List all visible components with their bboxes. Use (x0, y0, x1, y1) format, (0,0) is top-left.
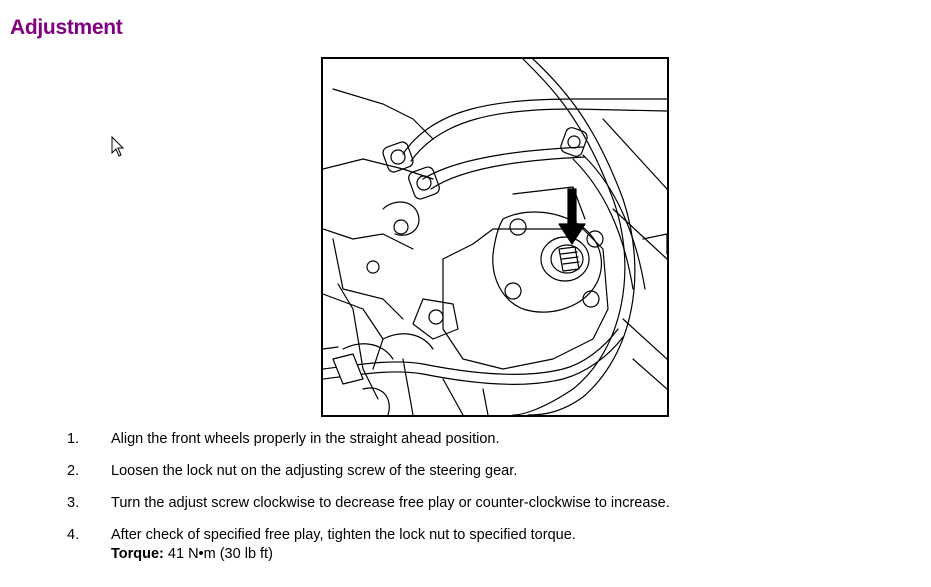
torque-label: Torque: (111, 546, 164, 562)
steering-gear-illustration (321, 57, 669, 417)
step-number: 3. (67, 495, 80, 511)
page-title: Adjustment (10, 16, 123, 39)
step-number: 2. (67, 463, 80, 479)
mouse-pointer-icon (111, 136, 125, 163)
step-text: Turn the adjust screw clockwise to decrease free play or counter-clockwise to increase. (111, 495, 670, 511)
step-number: 4. (67, 527, 80, 543)
step-number: 1. (67, 431, 80, 447)
torque-spec (111, 546, 273, 562)
step-text: Loosen the lock nut on the adjusting screw of the steering gear. (111, 463, 518, 479)
torque-value: 41 N•m (30 lb ft) (163, 546, 273, 562)
step-text: Align the front wheels properly in the straight ahead position. (111, 431, 500, 447)
step-text: After check of specified free play, tighten the lock nut to specified torque. (111, 527, 576, 543)
